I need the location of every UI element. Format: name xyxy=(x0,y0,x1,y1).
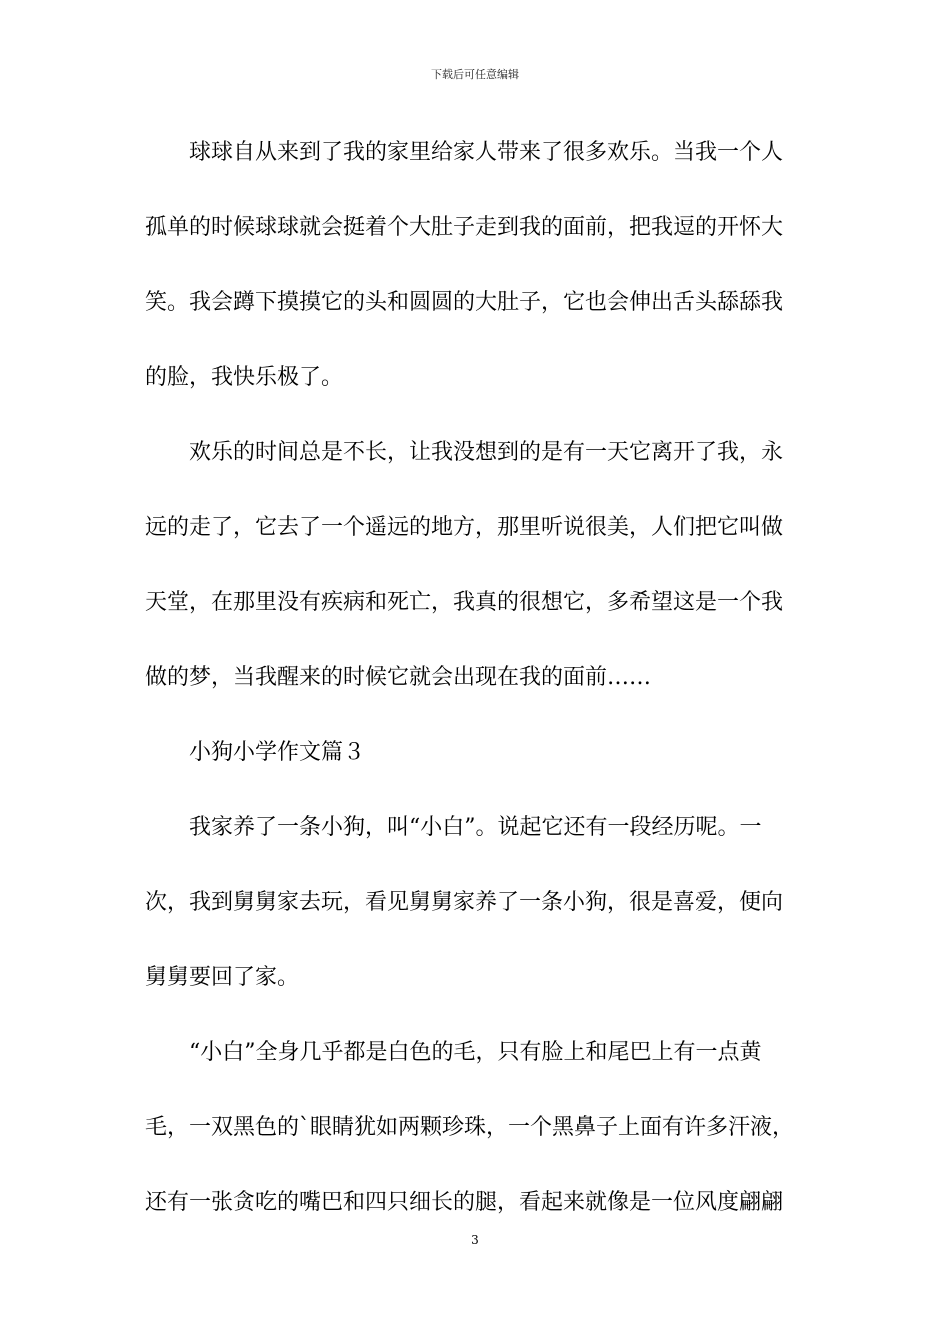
text-line: 毛，一双黑色的`眼睛犹如两颗珍珠，一个黑鼻子上面有许多汗液， xyxy=(145,1115,795,1140)
section-heading: 小狗小学作文篇３ xyxy=(145,740,366,765)
text-line: 笑。我会蹲下摸摸它的头和圆圆的大肚子，它也会伸出舌头舔舔我 xyxy=(145,290,784,315)
text-line: 远的走了，它去了一个遥远的地方，那里听说很美，人们把它叫做 xyxy=(145,515,784,540)
text-line: 舅舅要回了家。 xyxy=(145,965,300,990)
text-line: 天堂，在那里没有疾病和死亡，我真的很想它，多希望这是一个我 xyxy=(145,590,784,615)
text-line: 还有一张贪吃的嘴巴和四只细长的腿，看起来就像是一位风度翩翩 xyxy=(145,1190,784,1215)
text-line: 的脸，我快乐极了。 xyxy=(145,365,344,390)
text-line: 孤单的时候球球就会挺着个大肚子走到我的面前，把我逗的开怀大 xyxy=(145,215,784,240)
text-line: 欢乐的时间总是不长，让我没想到的是有一天它离开了我，永 xyxy=(145,440,784,465)
page-header: 下载后可任意编辑 xyxy=(431,68,519,81)
text-line: 次，我到舅舅家去玩，看见舅舅家养了一条小狗，很是喜爱，便向 xyxy=(145,890,784,915)
document-body xyxy=(145,132,807,1257)
page-number: 3 xyxy=(471,1233,479,1247)
text-line: “小白”全身几乎都是白色的毛，只有脸上和尾巴上有一点黄 xyxy=(145,1040,762,1065)
text-line: 球球自从来到了我的家里给家人带来了很多欢乐。当我一个人 xyxy=(145,140,784,165)
text-line: 做的梦，当我醒来的时候它就会出现在我的面前…… xyxy=(145,665,652,690)
text-line: 我家养了一条小狗，叫“小白”。说起它还有一段经历呢。一 xyxy=(145,815,762,840)
